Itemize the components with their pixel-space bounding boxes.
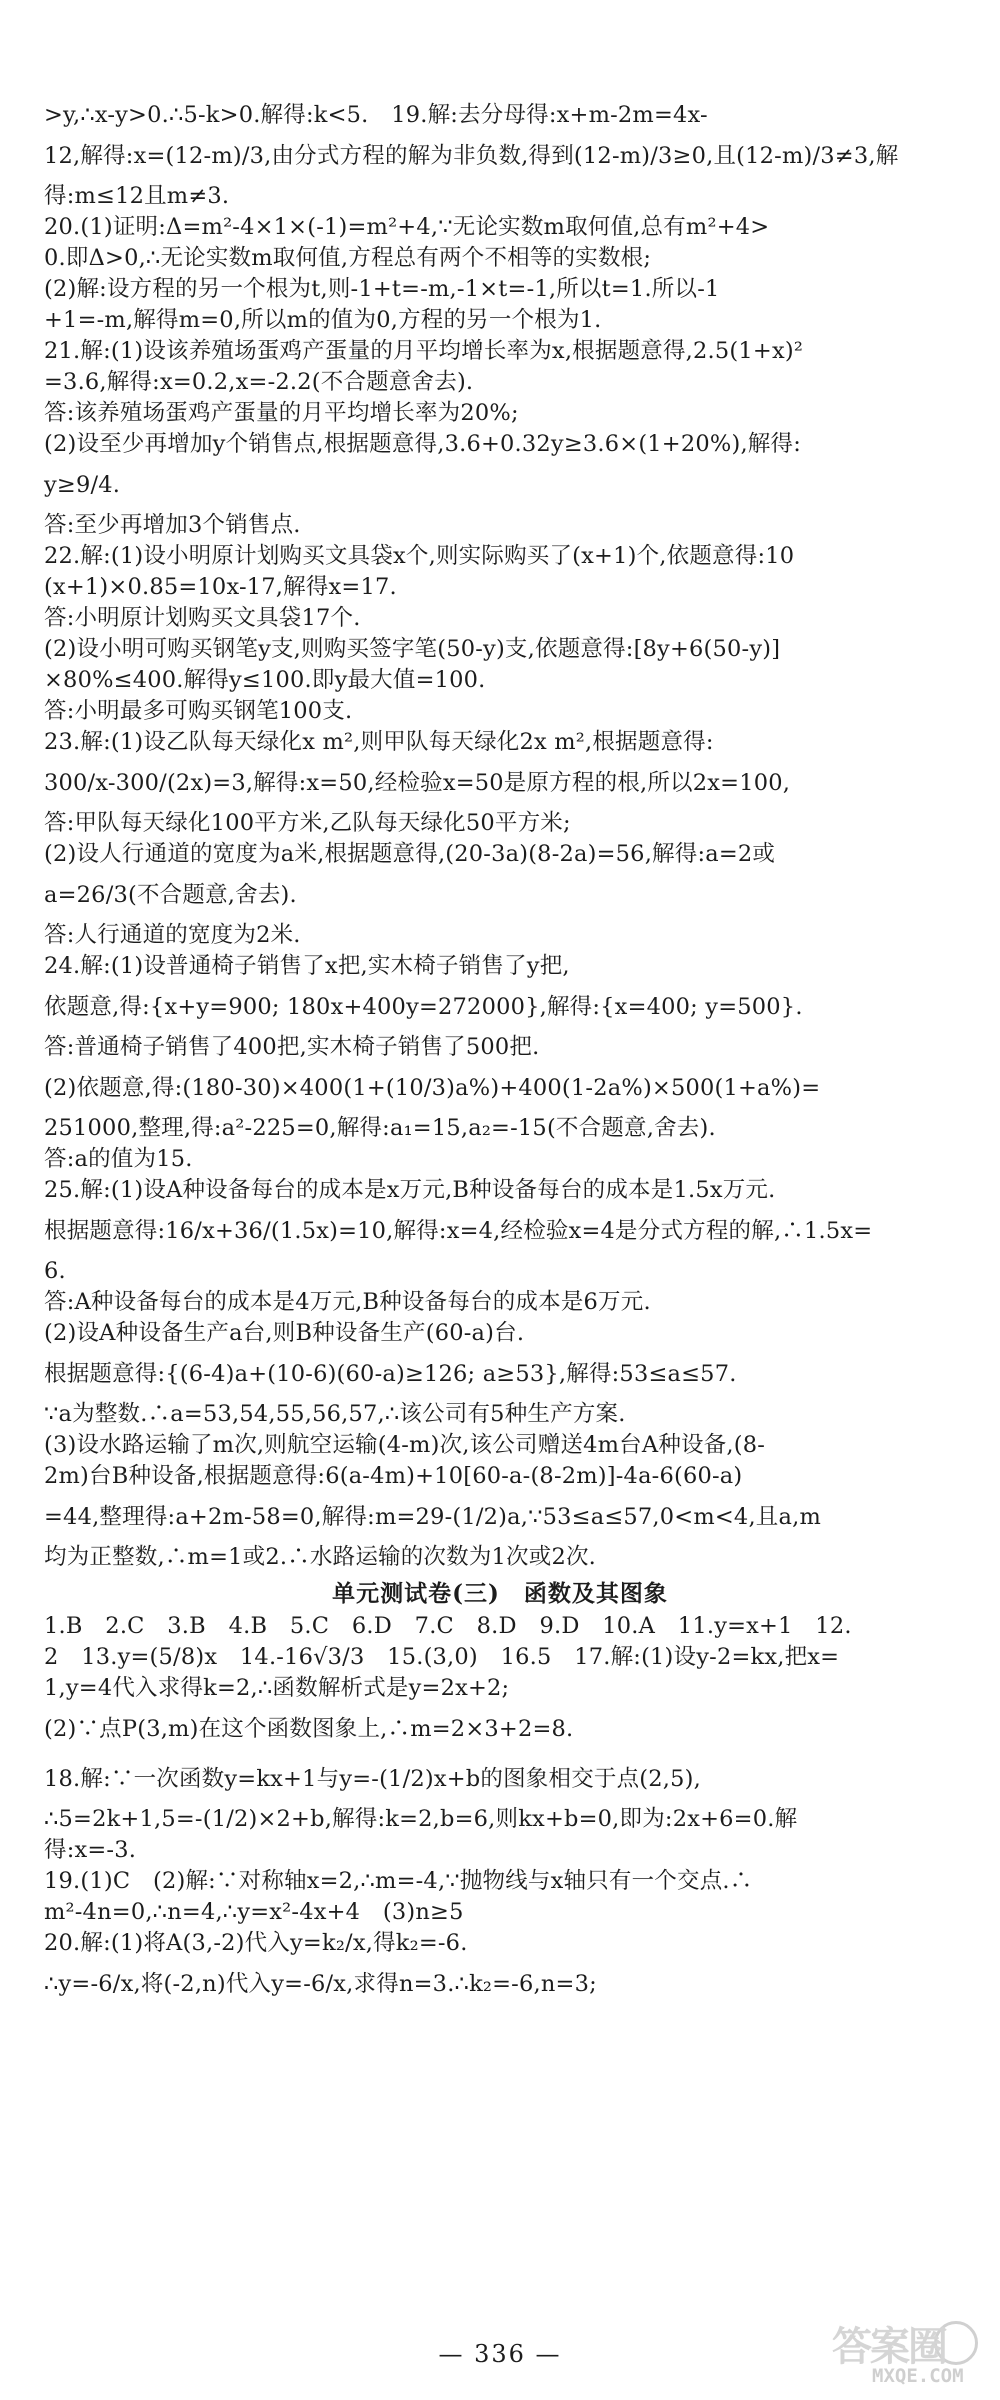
answer-line: a=26/3(不合题意,舍去). <box>44 882 297 908</box>
answer-line: 答:小明原计划购买文具袋17个. <box>44 605 361 631</box>
answer-line: 18.解:∵一次函数y=kx+1与y=-(1/2)x+b的图象相交于点(2,5), <box>44 1766 701 1792</box>
answer-line: 答:至少再增加3个销售点. <box>44 512 301 538</box>
answer-line: (x+1)×0.85=10x-17,解得x=17. <box>44 574 397 600</box>
answer-line: 答:A种设备每台的成本是4万元,B种设备每台的成本是6万元. <box>44 1289 651 1315</box>
answer-line: 根据题意得:{(6-4)a+(10-6)(60-a)≥126; a≥53},解得:53≤a≤57. <box>44 1361 737 1387</box>
answer-line: ×80%≤400.解得y≤100.即y最大值=100. <box>44 667 486 693</box>
answer-line: +1=-m,解得m=0,所以m的值为0,方程的另一个根为1. <box>44 307 602 333</box>
answer-line: m²-4n=0,∴n=4,∴y=x²-4x+4 (3)n≥5 <box>44 1899 464 1925</box>
answer-line: ∵a为整数.∴a=53,54,55,56,57,∴该公司有5种生产方案. <box>44 1401 626 1427</box>
answer-line: 24.解:(1)设普通椅子销售了x把,实木椅子销售了y把, <box>44 953 570 979</box>
answer-line: =3.6,解得:x=0.2,x=-2.2(不合题意舍去). <box>44 369 474 395</box>
answer-line: 6. <box>44 1258 66 1284</box>
answer-line: 23.解:(1)设乙队每天绿化x m²,则甲队每天绿化2x m²,根据题意得: <box>44 729 714 755</box>
answer-line: 251000,整理,得:a²-225=0,解得:a₁=15,a₂=-15(不合题意,舍去). <box>44 1115 716 1141</box>
answer-line: y≥9/4. <box>44 472 121 498</box>
watermark-en: MXQE.COM <box>872 2365 964 2387</box>
answer-line: 300/x-300/(2x)=3,解得:x=50,经检验x=50是原方程的根,所以2x=100, <box>44 770 791 796</box>
answer-line: 得:m≤12且m≠3. <box>44 183 230 209</box>
answer-line: >y,∴x-y>0.∴5-k>0.解得:k<5. 19.解:去分母得:x+m-2m=4x- <box>44 102 708 128</box>
answer-line: 0.即Δ>0,∴无论实数m取何值,方程总有两个不相等的实数根; <box>44 245 652 271</box>
answer-line: ∴y=-6/x,将(-2,n)代入y=-6/x,求得n=3.∴k₂=-6,n=3; <box>44 1971 597 1997</box>
answer-line: (2)设至少再增加y个销售点,根据题意得,3.6+0.32y≥3.6×(1+20%),解得: <box>44 431 801 457</box>
answer-line: 答:a的值为15. <box>44 1146 193 1172</box>
answer-line: 19.(1)C (2)解:∵对称轴x=2,∴m=-4,∵抛物线与x轴只有一个交点.∴ <box>44 1868 753 1894</box>
answer-line: 答:普通椅子销售了400把,实木椅子销售了500把. <box>44 1034 540 1060</box>
answer-line: 2m)台B种设备,根据题意得:6(a-4m)+10[60-a-(8-2m)]-4a-6(60-a) <box>44 1463 743 1489</box>
answer-line: 25.解:(1)设A种设备每台的成本是x万元,B种设备每台的成本是1.5x万元. <box>44 1177 776 1203</box>
answer-line: 22.解:(1)设小明原计划购买文具袋x个,则实际购买了(x+1)个,依题意得:10 <box>44 543 795 569</box>
answer-line: 答:小明最多可购买钢笔100支. <box>44 698 353 724</box>
answer-line: 20.解:(1)将A(3,-2)代入y=k₂/x,得k₂=-6. <box>44 1930 468 1956</box>
answer-line: 21.解:(1)设该养殖场蛋鸡产蛋量的月平均增长率为x,根据题意得,2.5(1+x)² <box>44 338 804 364</box>
answer-line: (2)设A种设备生产a台,则B种设备生产(60-a)台. <box>44 1320 525 1346</box>
answer-line: 答:甲队每天绿化100平方米,乙队每天绿化50平方米; <box>44 810 571 836</box>
answer-line: 均为正整数,∴m=1或2.∴水路运输的次数为1次或2次. <box>44 1544 597 1570</box>
answer-line: (2)∵点P(3,m)在这个函数图象上,∴m=2×3+2=8. <box>44 1716 574 1742</box>
watermark-logo <box>832 2315 982 2393</box>
answer-line: (2)解:设方程的另一个根为t,则-1+t=-m,-1×t=-1,所以t=1.所以-1 <box>44 276 720 302</box>
answer-line: (2)设小明可购买钢笔y支,则购买签字笔(50-y)支,依题意得:[8y+6(50-y)] <box>44 636 781 662</box>
answer-line: (2)依题意,得:(180-30)×400(1+(10/3)a%)+400(1-2a%)×500(1+a%)= <box>44 1075 821 1101</box>
answer-line: 得:x=-3. <box>44 1837 137 1863</box>
answer-line: 1.B 2.C 3.B 4.B 5.C 6.D 7.C 8.D 9.D 10.A 11.y=x+1 12. <box>44 1613 852 1639</box>
answer-line: 依题意,得:{x+y=900; 180x+400y=272000},解得:{x=400; y=500}. <box>44 994 803 1020</box>
watermark-cn: 答案圈 <box>832 2323 946 2370</box>
answer-line: 12,解得:x=(12-m)/3,由分式方程的解为非负数,得到(12-m)/3≥0,且(12-m)/3≠3,解 <box>44 143 899 169</box>
answer-line: (3)设水路运输了m次,则航空运输(4-m)次,该公司赠送4m台A种设备,(8- <box>44 1432 766 1458</box>
answer-line: 1,y=4代入求得k=2,∴函数解析式是y=2x+2; <box>44 1675 510 1701</box>
answer-line: 根据题意得:16/x+36/(1.5x)=10,解得:x=4,经检验x=4是分式方程的解,∴1.5x= <box>44 1218 873 1244</box>
answer-line: 2 13.y=(5/8)x 14.-16√3/3 15.(3,0) 16.5 17.解:(1)设y-2=kx,把x= <box>44 1644 840 1670</box>
section-heading: 单元测试卷(三) 函数及其图象 <box>332 1580 668 1607</box>
answer-text-block <box>44 100 956 2009</box>
answer-line: 答:人行通道的宽度为2米. <box>44 922 301 948</box>
answer-line: =44,整理得:a+2m-58=0,解得:m=29-(1/2)a,∵53≤a≤57,0<m<4,且a,m <box>44 1504 821 1530</box>
page-number: — 336 — <box>438 2340 562 2368</box>
answer-line: (2)设人行通道的宽度为a米,根据题意得,(20-3a)(8-2a)=56,解得:a=2或 <box>44 841 776 867</box>
answer-line: 20.(1)证明:Δ=m²-4×1×(-1)=m²+4,∵无论实数m取何值,总有m²+4> <box>44 214 770 240</box>
answer-line: ∴5=2k+1,5=-(1/2)×2+b,解得:k=2,b=6,则kx+b=0,即为:2x+6=0.解 <box>44 1806 798 1832</box>
answer-line: 答:该养殖场蛋鸡产蛋量的月平均增长率为20%; <box>44 400 519 426</box>
